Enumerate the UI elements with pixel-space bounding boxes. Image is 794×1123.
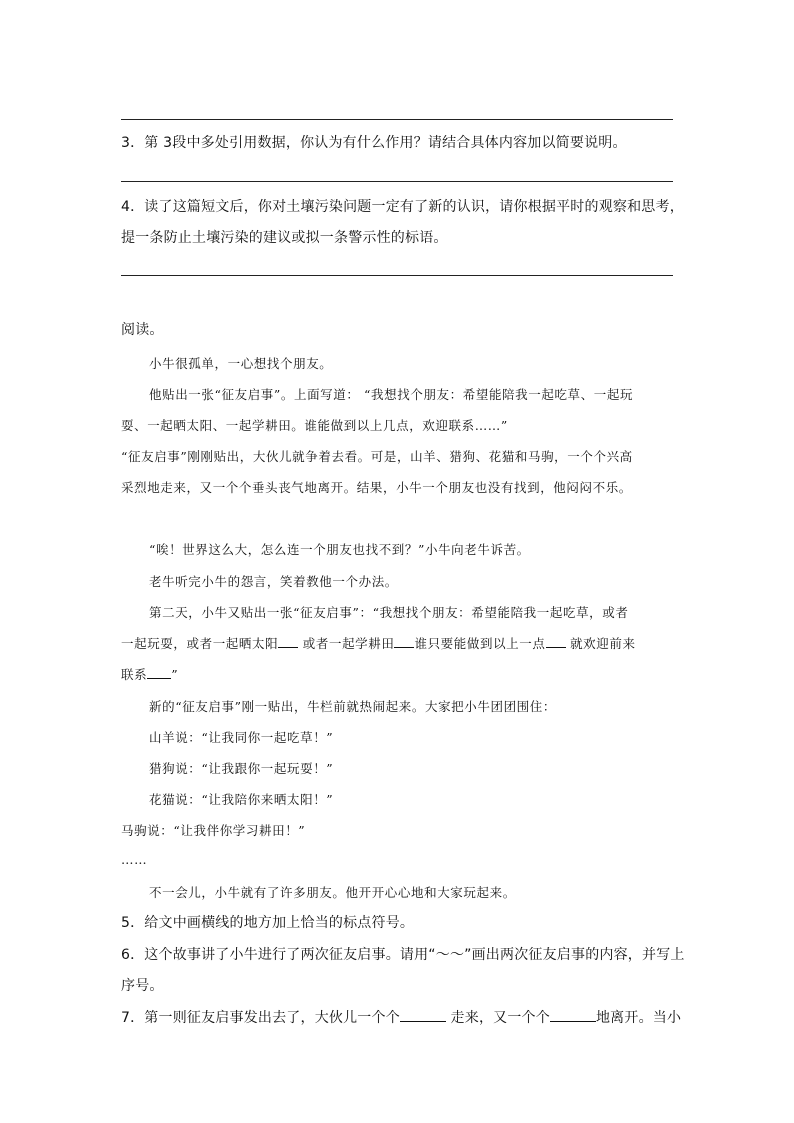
story-paragraph: “唉！世界这么大，怎么连一个朋友也找不到？”小牛向老牛诉苦。 [149,542,530,557]
answer-line [121,275,673,276]
story-paragraph: 老牛听完小牛的怨言，笑着教他一个办法。 [149,574,398,589]
answer-blank[interactable] [400,1009,446,1022]
story-text: ” [171,667,179,682]
answer-line [121,119,673,120]
story-paragraph: 他贴出一张“征友启事”。上面写道： “我想找个朋友：希望能陪我一起吃草、一起玩 [149,387,634,402]
question-7 [121,1008,681,1028]
story-text: 联系 [121,667,148,682]
story-paragraph: 花猫说：“让我陪你来晒太阳！” [149,792,334,807]
question-text: 地离开。当小 [595,1010,682,1026]
story-paragraph: 马驹说：“让我伴你学习耕田！” [121,823,306,838]
story-paragraph-continued: 耍、一起晒太阳、一起学耕田。谁能做到以上几点，欢迎联系……” [121,418,508,433]
reading-heading: 阅读。 [121,322,164,338]
story-text: 谁只要能做到以上一点 [414,636,546,651]
story-paragraph-continued: 采烈地走来，又一个个垂头丧气地离开。结果，小牛一个朋友也没有找到，他闷闷不乐。 [121,480,632,495]
punctuation-blank[interactable] [278,635,298,648]
story-paragraph-with-blanks [121,634,636,654]
story-text: 或者一起学耕田 [298,636,395,651]
story-paragraph: “征友启事”刚刚贴出，大伙儿就争着去看。可是，山羊、猎狗、花猫和马驹，一个个兴高 [121,449,633,464]
question-5: 5．给文中画横线的地方加上恰当的标点符号。 [121,915,415,931]
story-paragraph: 不一会儿，小牛就有了许多朋友。他开开心心地和大家玩起来。 [149,885,516,900]
question-3: 3．第 3段中多处引用数据，你认为有什么作用？请结合具体内容加以简要说明。 [121,135,627,151]
answer-blank[interactable] [550,1009,596,1022]
punctuation-blank[interactable] [546,635,566,648]
story-text: 一起玩耍，或者一起晒太阳 [121,636,279,651]
story-paragraph: 山羊说：“让我同你一起吃草！” [149,730,334,745]
answer-line [121,181,673,182]
question-4-line-2: 提一条防止土壤污染的建议或拟一条警示性的标语。 [121,230,448,246]
story-paragraph-with-blanks [121,665,178,685]
story-paragraph: 新的“征友启事”刚一贴出，牛栏前就热闹起来。大家把小牛团团围住： [149,699,556,714]
punctuation-blank[interactable] [147,666,171,679]
question-6-line-2: 序号。 [121,978,164,994]
question-text: 走来，又一个个 [445,1010,550,1026]
question-text: 7．第一则征友启事发出去了，大伙儿一个个 [121,1010,400,1026]
story-ellipsis: …… [121,852,148,867]
story-paragraph: 小牛很孤单，一心想找个朋友。 [149,356,333,371]
question-6-line-1: 6．这个故事讲了小牛进行了两次征友启事。请用“～～”画出两次征友启事的内容，并写上 [121,947,685,963]
punctuation-blank[interactable] [394,635,414,648]
story-paragraph: 猎狗说：“让我跟你一起玩耍！” [149,761,334,776]
story-text: 就欢迎前来 [565,636,636,651]
story-paragraph: 第二天，小牛又贴出一张“征友启事”：“我想找个朋友：希望能陪我一起吃草，或者 [149,605,629,620]
question-4-line-1: 4．读了这篇短文后，你对土壤污染问题一定有了新的认识，请你根据平时的观察和思考， [121,199,684,215]
